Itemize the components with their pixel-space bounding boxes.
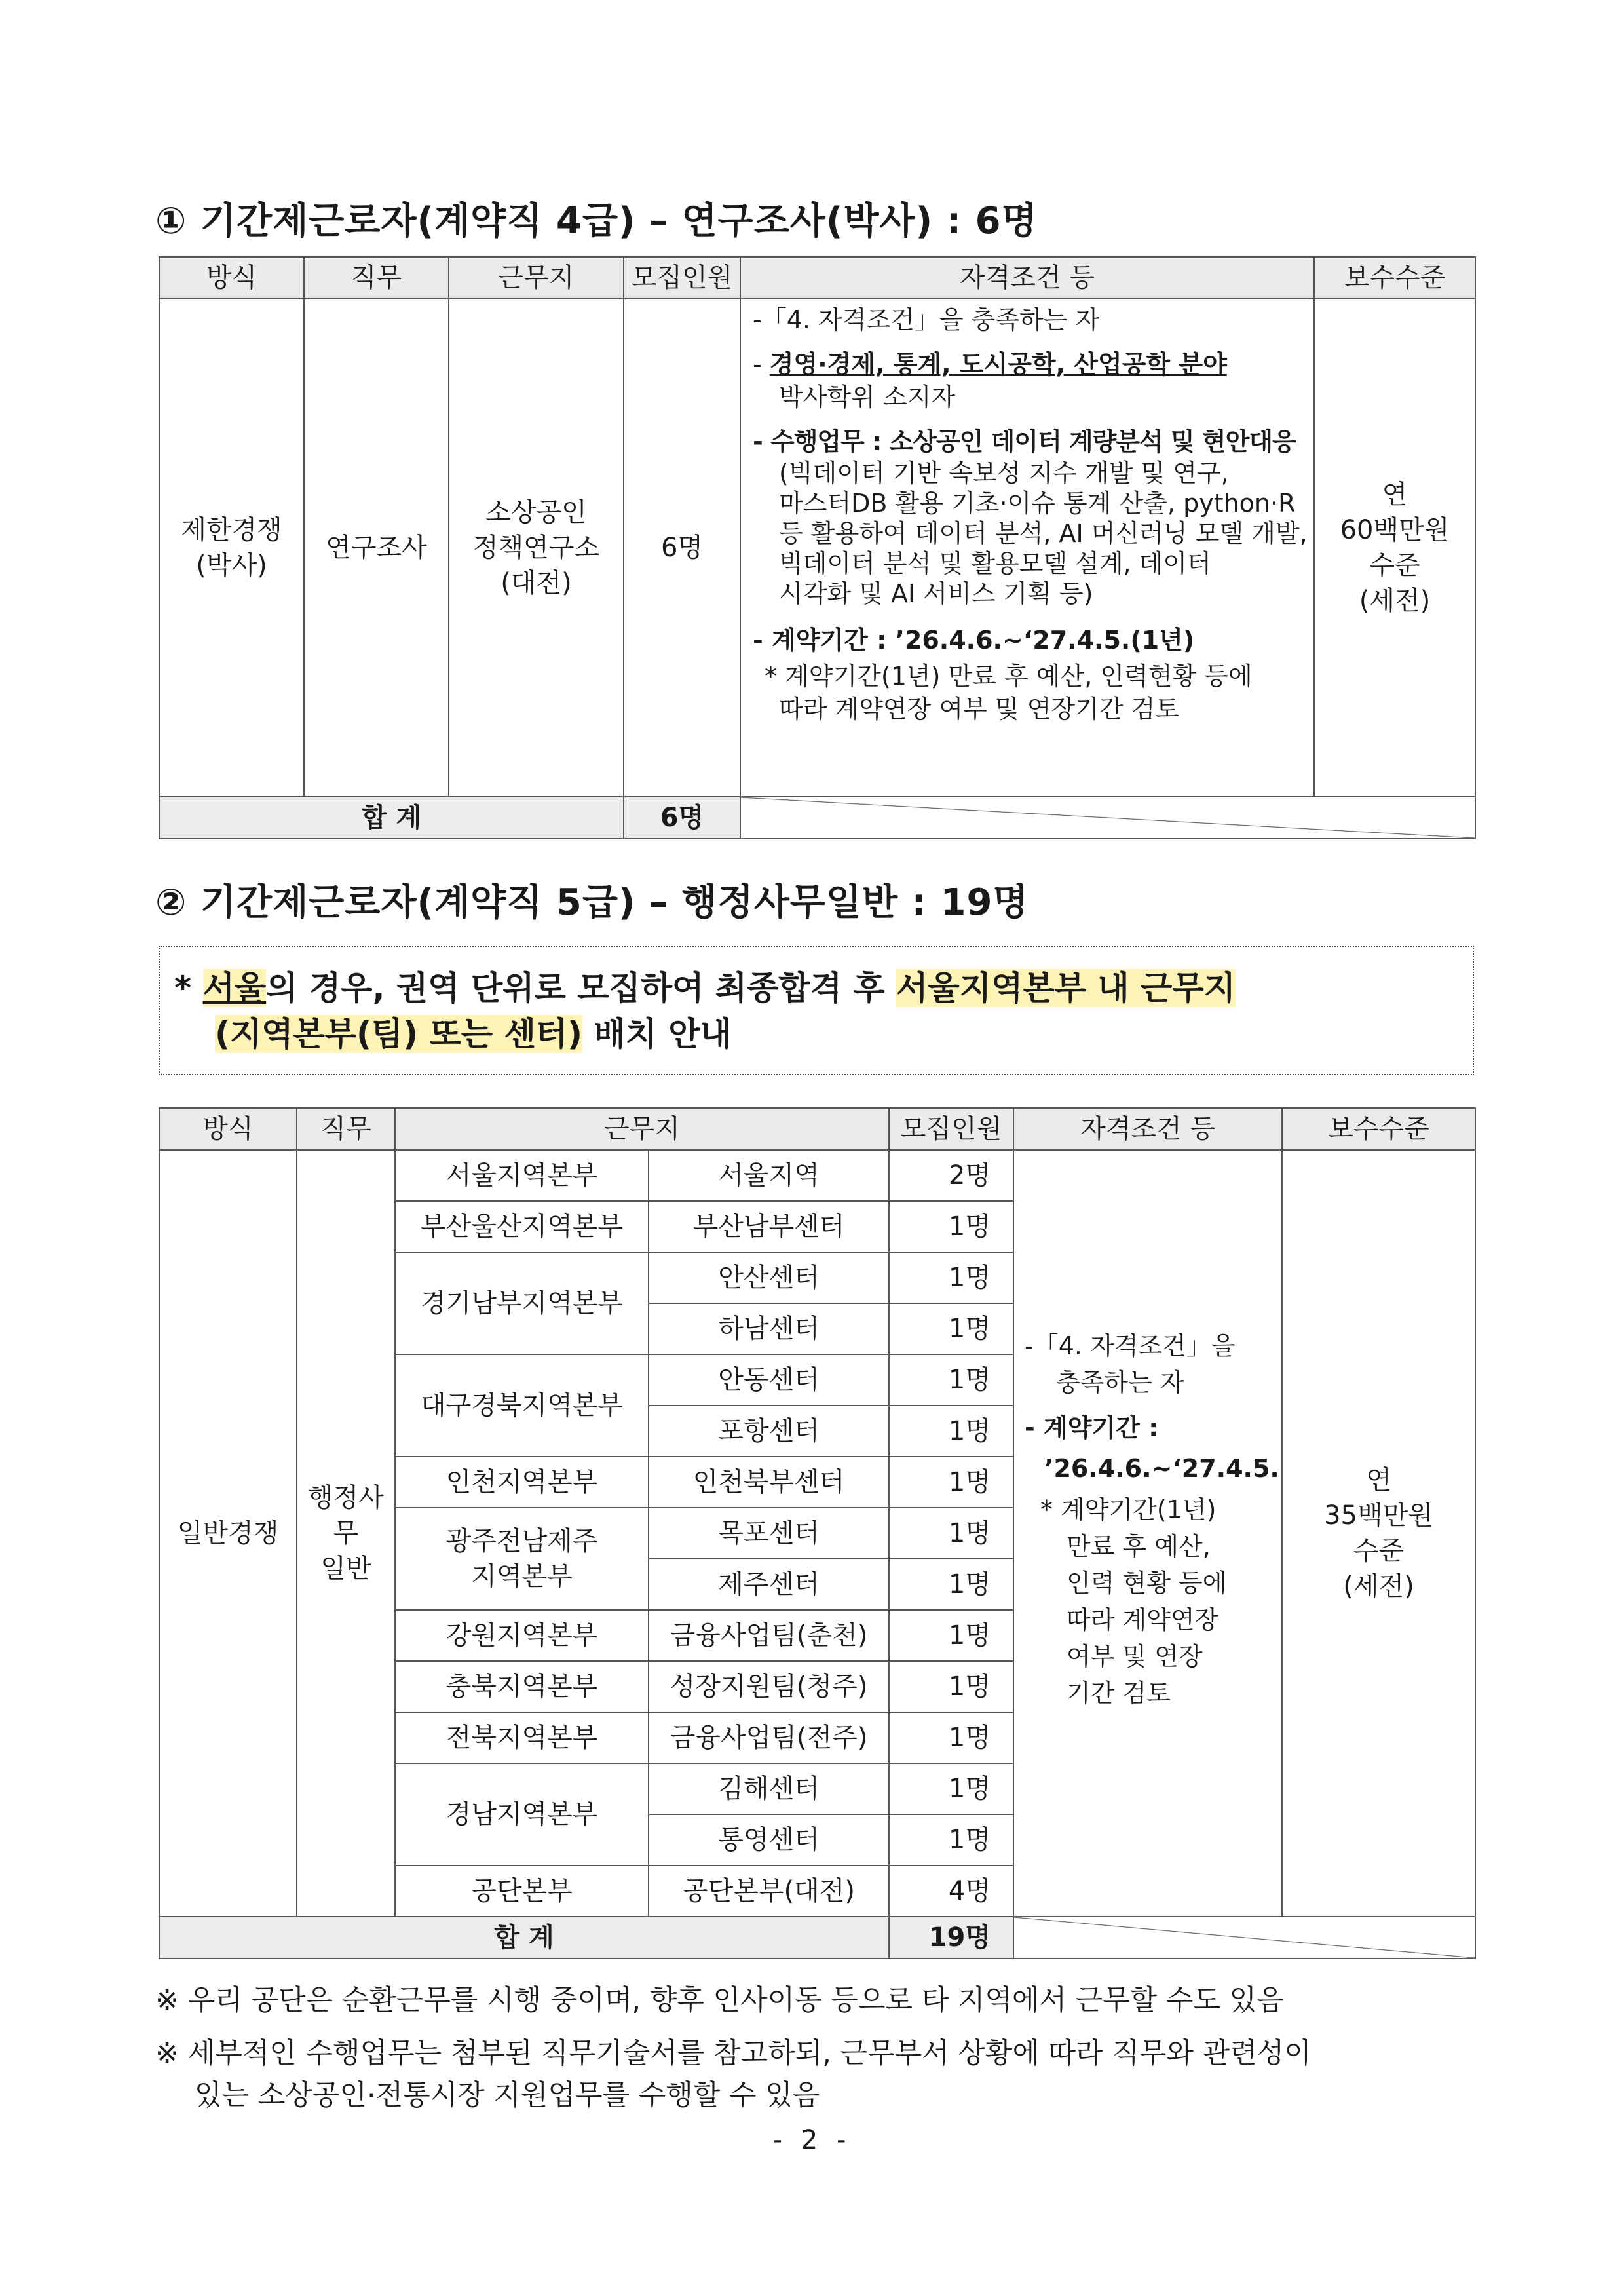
method-cell: 일반경쟁 — [159, 1150, 297, 1917]
count-cell: 1명 — [889, 1457, 1013, 1508]
total-label: 합 계 — [159, 1917, 889, 1959]
header-qualification: 자격조건 등 — [740, 257, 1314, 299]
header-duty: 직무 — [304, 257, 449, 299]
hq-cell: 인천지역본부 — [395, 1457, 649, 1508]
header-duty: 직무 — [297, 1108, 395, 1150]
note-duties: ※ 세부적인 수행업무는 첨부된 직무기술서를 참고하되, 근무부서 상황에 따라 직무와 관련성이 — [155, 2037, 1312, 2070]
center-cell: 김해센터 — [649, 1763, 889, 1814]
header-location: 근무지 — [449, 257, 624, 299]
notice-highlight-seoul: 서울 — [202, 969, 267, 1007]
qualification-cell: -「4. 자격조건」을 충족하는 자 - 경영·경제, 통계, 도시공학, 산업공학 분야 박사학위 소지자 - 수행업무 : 소상공인 데이터 계량분석 및 현안대응 (빅데이터 기반 속보성 지수 개발 및 연구, 마스터DB 활용 기초·이슈 통계 산출, python·R 등 활용하여 데이터 분석, AI 머신러닝 모델 개발, 빅데이터 분석 및 활용모델 설계, 데이터 시각화 및 AI 서비스 기획 등) - 계약기간 : ’26.4.6.~‘27.4.5.(1년) * 계약기간(1년) 만료 후 예산, 인력현황 등에 따라 계약연장 여부 및 연장기간 검토 — [740, 299, 1314, 797]
count-cell: 4명 — [889, 1866, 1013, 1917]
hq-cell: 공단본부 — [395, 1866, 649, 1917]
total-empty-diagonal — [740, 797, 1475, 839]
center-cell: 금융사업팀(전주) — [649, 1712, 889, 1763]
center-cell: 목포센터 — [649, 1508, 889, 1559]
hq-cell: 경남지역본부 — [395, 1763, 649, 1866]
center-cell: 인천북부센터 — [649, 1457, 889, 1508]
section2-heading: ② 기간제근로자(계약직 5급) – 행정사무일반 : 19명 — [155, 881, 1029, 924]
center-cell: 제주센터 — [649, 1559, 889, 1610]
header-pay: 보수수준 — [1314, 257, 1475, 299]
center-cell: 공단본부(대전) — [649, 1866, 889, 1917]
count-cell: 1명 — [889, 1763, 1013, 1814]
total-empty-diagonal — [1013, 1917, 1475, 1959]
center-cell: 서울지역 — [649, 1150, 889, 1201]
count-cell: 2명 — [889, 1150, 1013, 1201]
count-cell: 1명 — [889, 1252, 1013, 1303]
section1-heading: ① 기간제근로자(계약직 4급) – 연구조사(박사) : 6명 — [155, 200, 1038, 242]
hq-cell: 강원지역본부 — [395, 1610, 649, 1661]
count-cell: 1명 — [889, 1508, 1013, 1559]
count-cell: 1명 — [889, 1814, 1013, 1866]
section2-table — [159, 1107, 1476, 1959]
center-cell: 안산센터 — [649, 1252, 889, 1303]
count-cell: 1명 — [889, 1354, 1013, 1406]
count-cell: 6명 — [624, 299, 740, 797]
count-cell: 1명 — [889, 1559, 1013, 1610]
hq-cell: 광주전남제주 지역본부 — [395, 1508, 649, 1610]
hq-cell: 전북지역본부 — [395, 1712, 649, 1763]
duty-cell: 행정사무 일반 — [297, 1150, 395, 1917]
count-cell: 1명 — [889, 1610, 1013, 1661]
hq-cell: 서울지역본부 — [395, 1150, 649, 1201]
header-location: 근무지 — [395, 1108, 889, 1150]
center-cell: 포항센터 — [649, 1406, 889, 1457]
page-number: - 2 - — [772, 2125, 852, 2155]
header-count: 모집인원 — [889, 1108, 1013, 1150]
note-duties-cont: 있는 소상공인·전통시장 지원업무를 수행할 수 있음 — [195, 2079, 820, 2112]
note-rotation: ※ 우리 공단은 순환근무를 시행 중이며, 향후 인사이동 등으로 타 지역에서 근무할 수도 있음 — [155, 1984, 1284, 2017]
total-count: 19명 — [889, 1917, 1013, 1959]
location-cell: 소상공인 정책연구소 (대전) — [449, 299, 624, 797]
count-cell: 1명 — [889, 1201, 1013, 1252]
count-cell: 1명 — [889, 1712, 1013, 1763]
center-cell: 성장지원팀(청주) — [649, 1661, 889, 1712]
hq-cell: 충북지역본부 — [395, 1661, 649, 1712]
pay-cell: 연 60백만원 수준 (세전) — [1314, 299, 1475, 797]
pay-cell: 연 35백만원 수준 (세전) — [1282, 1150, 1475, 1917]
total-label: 합 계 — [159, 797, 624, 839]
count-cell: 1명 — [889, 1406, 1013, 1457]
center-cell: 금융사업팀(춘천) — [649, 1610, 889, 1661]
notice-highlight-center: (지역본부(팀) 또는 센터) — [215, 1015, 582, 1053]
header-method: 방식 — [159, 257, 304, 299]
header-pay: 보수수준 — [1282, 1108, 1475, 1150]
header-qualification: 자격조건 등 — [1013, 1108, 1282, 1150]
count-cell: 1명 — [889, 1661, 1013, 1712]
seoul-notice-box: * 서울의 경우, 권역 단위로 모집하여 최종합격 후 서울지역본부 내 근무지 (지역본부(팀) 또는 센터) 배치 안내 — [159, 946, 1474, 1075]
total-count: 6명 — [624, 797, 740, 839]
hq-cell: 경기남부지역본부 — [395, 1252, 649, 1354]
duty-cell: 연구조사 — [304, 299, 449, 797]
method-cell: 제한경쟁 (박사) — [159, 299, 304, 797]
center-cell: 부산남부센터 — [649, 1201, 889, 1252]
center-cell: 하남센터 — [649, 1303, 889, 1354]
notice-highlight-location: 서울지역본부 내 근무지 — [896, 969, 1236, 1007]
header-method: 방식 — [159, 1108, 297, 1150]
center-cell: 통영센터 — [649, 1814, 889, 1866]
section1-table — [159, 256, 1476, 839]
header-count: 모집인원 — [624, 257, 740, 299]
qualification-cell: -「4. 자격조건」을 충족하는 자 - 계약기간 : ’26.4.6.~‘27.4.5. * 계약기간(1년) 만료 후 예산, 인력 현황 등에 따라 계약연장 여부 및 연장 기간 검토 — [1013, 1150, 1282, 1917]
hq-cell: 부산울산지역본부 — [395, 1201, 649, 1252]
hq-cell: 대구경북지역본부 — [395, 1354, 649, 1457]
count-cell: 1명 — [889, 1303, 1013, 1354]
center-cell: 안동센터 — [649, 1354, 889, 1406]
